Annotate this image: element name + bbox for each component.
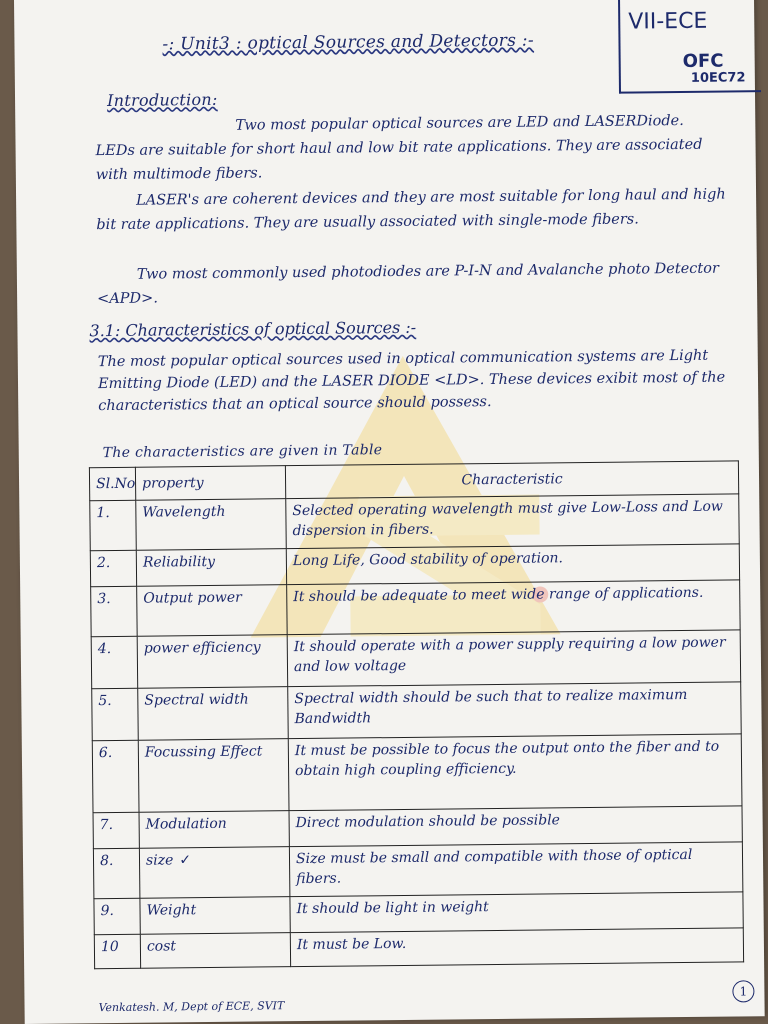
- intro-heading: Introduction:: [106, 89, 218, 111]
- row-number: 5.: [92, 688, 139, 740]
- table-row: [92, 734, 742, 813]
- row-property-text: size: [145, 852, 174, 869]
- row-characteristic: Selected operating wavelength must give Low-Loss and Low dispersion in fibers.: [286, 494, 739, 549]
- row-property: Output power: [137, 585, 288, 637]
- row-number: 8.: [93, 848, 140, 898]
- row-characteristic: Size must be small and compatible with those of optical fibers.: [289, 842, 742, 897]
- row-characteristic: It should be adequate to meet wide range of applications.: [287, 580, 740, 635]
- row-number: 2.: [90, 550, 136, 586]
- header-slno: Sl.No: [89, 467, 135, 500]
- table-row: [93, 842, 742, 899]
- intro-paragraph-3: Two most commonly used photodiodes are P-I-N and Avalanche photo Detector <APD>.: [97, 260, 719, 308]
- table-row: [91, 630, 741, 689]
- row-property: [139, 847, 290, 899]
- table-row: [91, 580, 740, 637]
- row-number: 10: [94, 934, 140, 968]
- table-row: [90, 494, 739, 551]
- header-characteristic: Characteristic: [285, 461, 738, 499]
- characteristics-table: [89, 460, 744, 969]
- row-characteristic: It must be Low.: [290, 928, 743, 967]
- course-code: 10EC72: [690, 70, 746, 86]
- section-heading: 3.1: Characteristics of optical Sources :-: [89, 317, 417, 341]
- row-property: Focussing Effect: [138, 739, 289, 813]
- row-characteristic: Direct modulation should be possible: [289, 806, 742, 847]
- author-footer: Venkatesh. M, Dept of ECE, SVIT: [98, 999, 285, 1015]
- table-row: [94, 928, 743, 969]
- table-intro: The characteristics are given in Table: [102, 442, 383, 462]
- table-row: [92, 682, 742, 741]
- row-number: 1.: [90, 500, 137, 550]
- row-number: 3.: [91, 586, 138, 636]
- row-characteristic: It should be light in weight: [290, 892, 743, 933]
- row-number: 9.: [94, 898, 140, 934]
- section-paragraph: The most popular optical sources used in optical communication systems are Light Emitting Diode (LED) and the LASER DIODE <LD>. These devices exibit most of the characteristics that an optical source should possess.: [97, 347, 726, 415]
- row-property: Weight: [140, 897, 290, 935]
- intro-paragraph-1: Two most popular optical sources are LED and LASERDiode. LEDs are suitable for short haul and low bit rate applications. They are associated with multimode fibers.: [95, 112, 703, 184]
- course-name: OFC: [682, 50, 724, 73]
- intro-paragraph-2: LASER's are coherent devices and they are most suitable for long haul and high bit rate applications. They are usually associated with single-mode fibers.: [96, 186, 726, 234]
- row-characteristic: It should operate with a power supply requiring a low power and low voltage: [287, 630, 741, 687]
- check-icon: ✓: [179, 852, 192, 869]
- row-property: Reliability: [136, 549, 286, 587]
- page-title: -: Unit3 : optical Sources and Detectors :-: [162, 30, 535, 55]
- row-property: cost: [140, 933, 290, 969]
- row-property: power efficiency: [137, 635, 288, 689]
- notebook-page: [14, 0, 765, 1024]
- page-number: 1: [732, 980, 754, 1002]
- row-characteristic: Spectral width should be such that to realize maximum Bandwidth: [288, 682, 742, 739]
- row-property: Wavelength: [136, 499, 287, 551]
- header-property: property: [135, 466, 285, 501]
- row-number: 4.: [91, 636, 138, 688]
- course-info-box: [618, 0, 761, 94]
- row-number: 7.: [93, 812, 139, 848]
- row-characteristic: Long Life, Good stability of operation.: [286, 544, 739, 585]
- row-number: 6.: [92, 740, 139, 812]
- course-class: VII-ECE: [628, 8, 708, 35]
- row-property: Modulation: [139, 811, 289, 849]
- row-characteristic: It must be possible to focus the output onto the fiber and to obtain high coupling efficiency.: [288, 734, 742, 811]
- row-property: Spectral width: [138, 687, 289, 741]
